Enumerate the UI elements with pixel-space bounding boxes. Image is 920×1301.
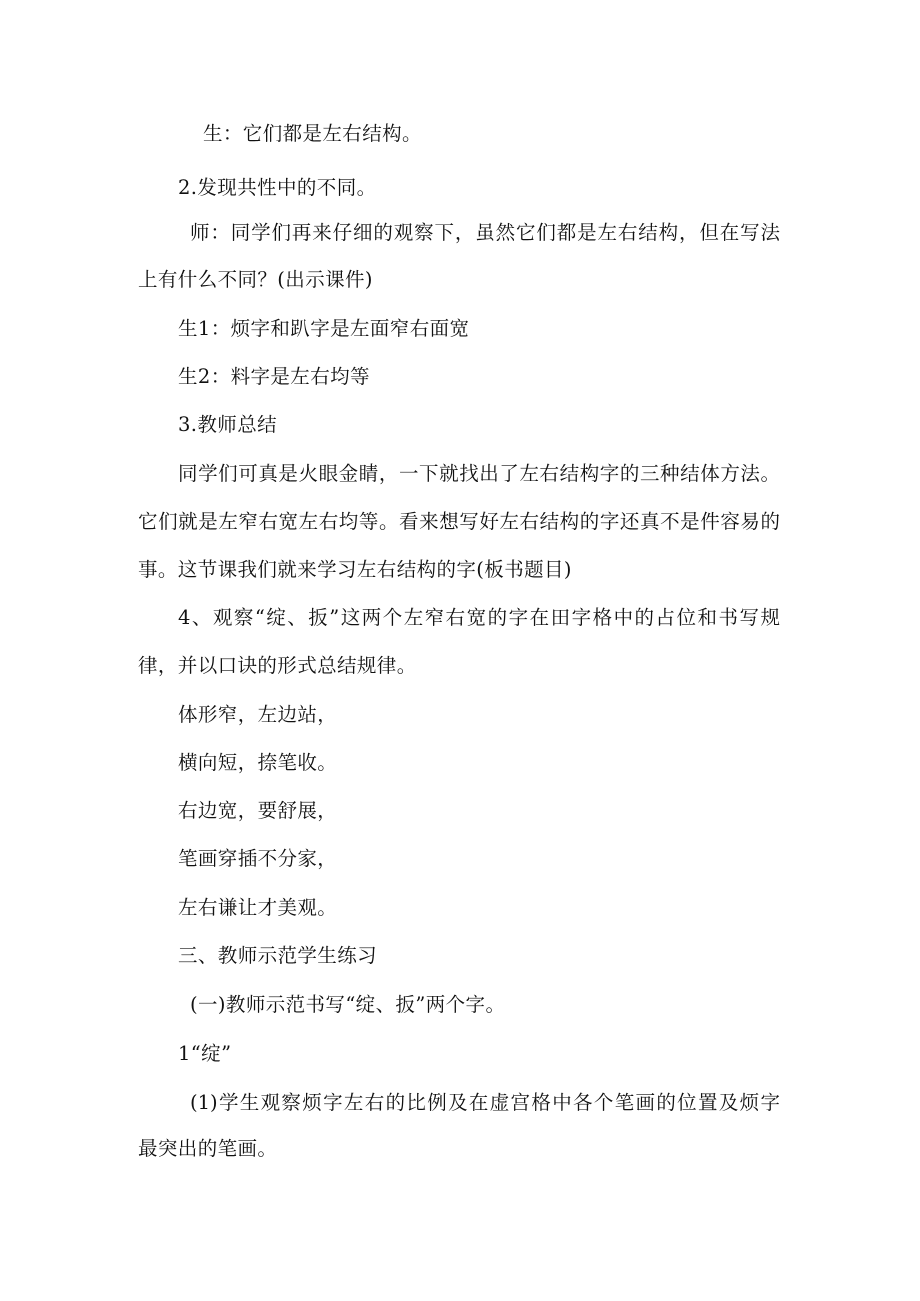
text-line-13: 体形窄，左边站， <box>178 703 338 726</box>
text-line-17: 左右谦让才美观。 <box>178 896 338 919</box>
text-line-22: 最突出的笔画。 <box>138 1137 278 1160</box>
text-line-10: 事。这节课我们就来学习左右结构的字(板书题目) <box>138 558 572 581</box>
text-line-9: 它们就是左窄右宽左右均等。看来想写好左右结构的字还真不是件容易的 <box>138 510 780 533</box>
text-line-1: 生：它们都是左右结构。 <box>203 122 422 145</box>
text-line-4: 上有什么不同？(出示课件) <box>138 268 373 291</box>
text-line-15: 右边宽，要舒展， <box>178 799 338 822</box>
text-line-7: 3.教师总结 <box>178 413 278 436</box>
text-line-21: (1)学生观察烦字左右的比例及在虚宫格中各个笔画的位置及烦字 <box>190 1091 780 1114</box>
text-line-6: 生2：料字是左右均等 <box>178 365 370 388</box>
text-line-5: 生1：烦字和趴字是左面窄右面宽 <box>178 317 470 340</box>
text-line-18: 三、教师示范学生练习 <box>178 944 378 967</box>
text-line-16: 笔画穿插不分家， <box>178 847 338 870</box>
text-line-19: (一)教师示范书写“绽、扳”两个字。 <box>190 993 506 1016</box>
text-line-14: 横向短，捺笔收。 <box>178 751 338 774</box>
text-line-2: 2.发现共性中的不同。 <box>178 176 377 199</box>
text-line-11: 4、观察“绽、扳”这两个左窄右宽的字在田字格中的占位和书写规 <box>178 606 780 629</box>
text-line-20: 1“绽” <box>178 1042 232 1065</box>
text-line-12: 律，并以口诀的形式总结规律。 <box>138 654 417 677</box>
text-line-3: 师：同学们再来仔细的观察下，虽然它们都是左右结构，但在写法 <box>190 221 780 244</box>
text-line-8: 同学们可真是火眼金睛，一下就找出了左右结构字的三种结体方法。 <box>178 462 780 485</box>
